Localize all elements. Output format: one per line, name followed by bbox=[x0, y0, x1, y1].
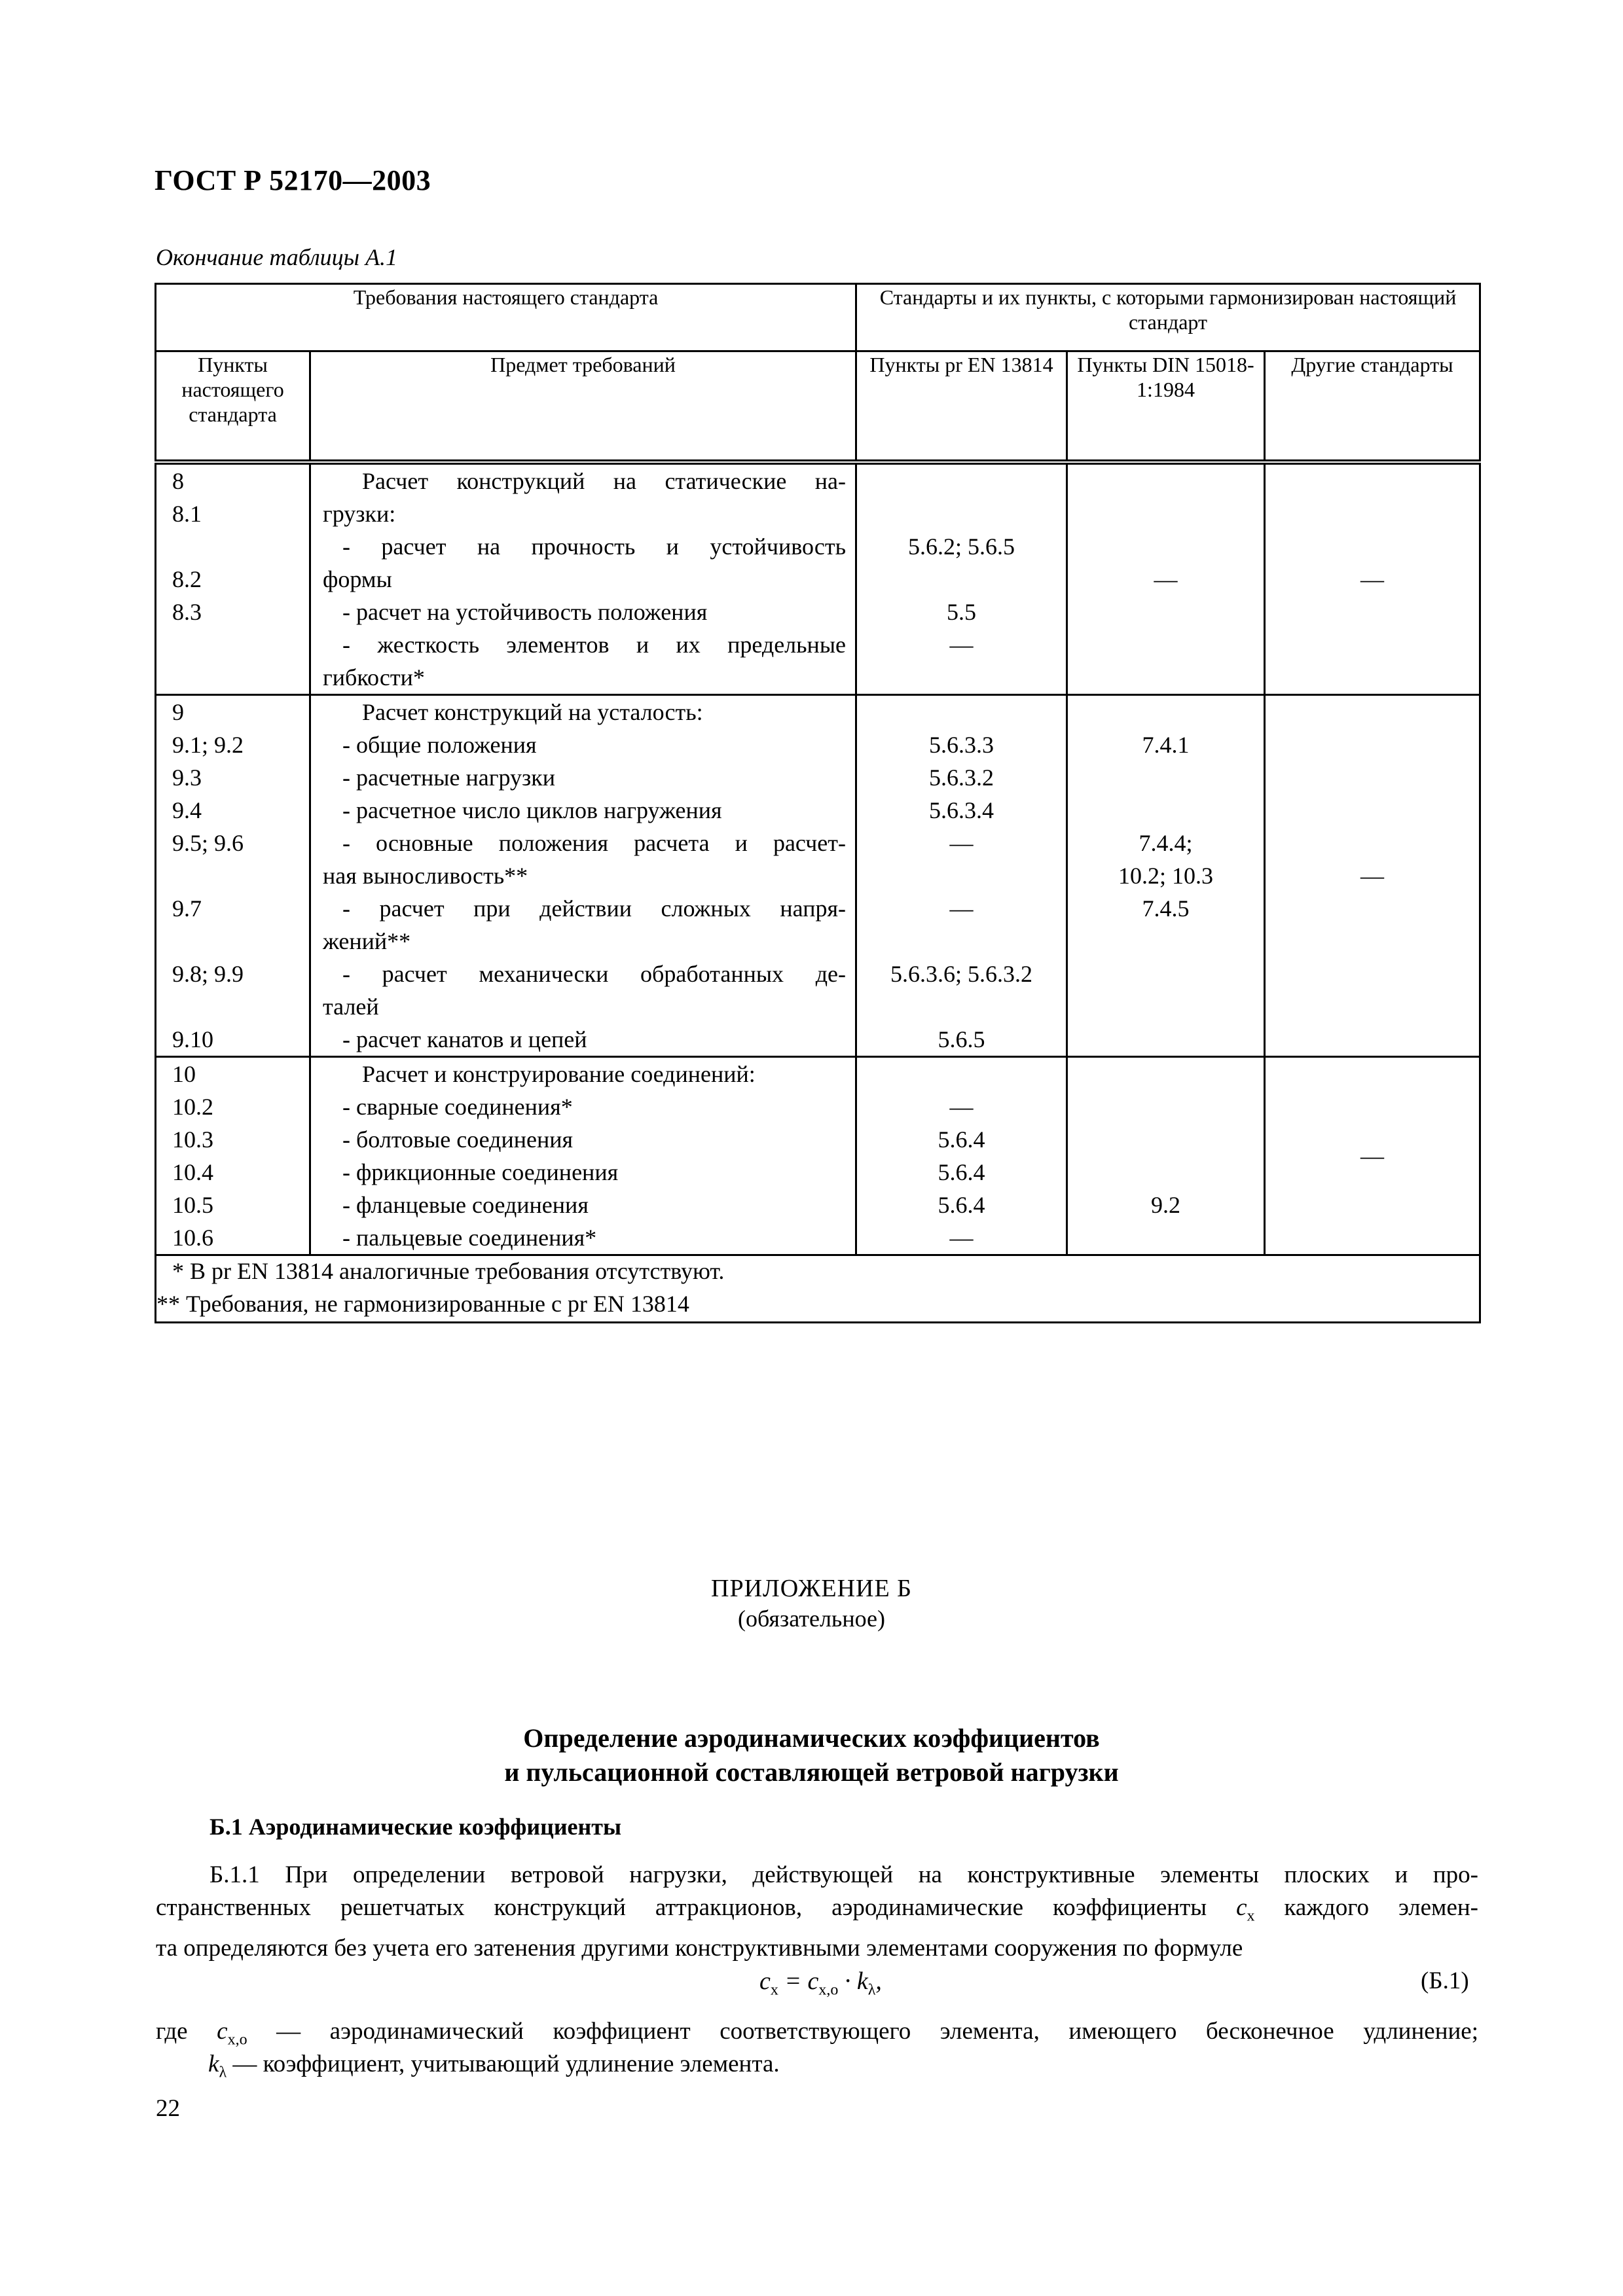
other-cell: — bbox=[1265, 695, 1480, 1057]
col-header-subject: Предмет требований bbox=[310, 351, 856, 463]
appendix-title: ПРИЛОЖЕНИЕ Б bbox=[711, 1575, 912, 1602]
other-cell: — bbox=[1265, 462, 1480, 695]
other-cell: — bbox=[1265, 1057, 1480, 1255]
table-footnotes bbox=[156, 1255, 1480, 1323]
col-header-other: Другие стандарты bbox=[1265, 351, 1480, 463]
table-section bbox=[156, 462, 1480, 695]
col-header-din: Пункты DIN 15018-1:1984 bbox=[1067, 351, 1265, 463]
table-section bbox=[156, 1057, 1480, 1255]
subject-cell: Расчет конструкций на усталость: - общие положения - расчетные нагрузки - расчетное число циклов нагружения - основные положения расчета и расчет- ная выносливость** - расчет при действии сложных напря- жений** - расчет механически обработанных де- талей - расчет канатов и цепей bbox=[310, 695, 856, 1057]
where-definition: $k_\lambda$ — коэффициент, учитывающий удлинение элемента. bbox=[208, 2051, 780, 2081]
table-caption: Окончание таблицы А.1 bbox=[156, 244, 398, 270]
table-section bbox=[156, 695, 1480, 1057]
en-cell: 5.6.2; 5.6.5 5.5 — bbox=[856, 462, 1067, 695]
paragraph: Б.1.1 При определении ветровой нагрузки, действующей на конструктивные элементы плоских и про- странственных решетчатых конструкций аттракционов, аэродинамические коэффициенты $c_x$ каждого элемен- та определяются без учета его затенения другими конструктивными элементами сооружения по формуле bbox=[156, 1861, 1479, 1962]
header-right: Стандарты и их пункты, с которыми гармонизирован настоящий стандарт bbox=[856, 284, 1480, 351]
where-definition: где $c_{x,o}$ — аэродинамический коэффициент соответствующего элемента, имеющего бесконечное удлинение; bbox=[156, 2018, 1478, 2049]
col-header-en: Пункты pr EN 13814 bbox=[856, 351, 1067, 463]
subject-cell: Расчет и конструирование соединений: - сварные соединения* - болтовые соединения - фрикционные соединения - фланцевые соединения - пальцевые соединения* bbox=[310, 1057, 856, 1255]
clause-cell: 8 8.1 8.2 8.3 bbox=[156, 462, 310, 695]
section-title: Определение аэродинамических коэффициентов и пульсационной составляющей ветровой нагрузки bbox=[504, 1723, 1119, 1787]
formula: $c_x = c_{x,o} \cdot k_\lambda$, bbox=[759, 1967, 882, 1999]
col-header-clauses: Пункты настоящего стандарта bbox=[156, 351, 310, 463]
appendix-subtitle: (обязательное) bbox=[738, 1605, 885, 1632]
din-cell: 7.4.1 7.4.4; 10.2; 10.3 7.4.5 bbox=[1067, 695, 1265, 1057]
clause-cell: 10 10.2 10.3 10.4 10.5 10.6 bbox=[156, 1057, 310, 1255]
din-cell: 9.2 bbox=[1067, 1057, 1265, 1255]
requirements-table bbox=[155, 283, 1481, 1323]
formula-number: (Б.1) bbox=[1421, 1967, 1469, 1994]
footnote: ** Требования, не гармонизированные с pr EN 13814 bbox=[156, 1291, 689, 1317]
subject-cell: Расчет конструкций на статические на- грузки: - расчет на прочность и устойчивость формы - расчет на устойчивость положения - жесткость элементов и их предельные гибкости* bbox=[310, 462, 856, 695]
footnote: * В pr EN 13814 аналогичные требования отсутствуют. bbox=[172, 1258, 725, 1284]
en-cell: 5.6.3.3 5.6.3.2 5.6.3.4 — — 5.6.3.6; 5.6.3.2 5.6.5 bbox=[856, 695, 1067, 1057]
en-cell: — 5.6.4 5.6.4 5.6.4 — bbox=[856, 1057, 1067, 1255]
page-number: 22 bbox=[156, 2095, 180, 2122]
header-left: Требования настоящего стандарта bbox=[156, 284, 856, 351]
clause-cell: 9 9.1; 9.2 9.3 9.4 9.5; 9.6 9.7 9.8; 9.9 9.10 bbox=[156, 695, 310, 1057]
din-cell: — bbox=[1067, 462, 1265, 695]
subsection-heading: Б.1 Аэродинамические коэффициенты bbox=[210, 1814, 622, 1840]
document-code: ГОСТ Р 52170—2003 bbox=[155, 164, 431, 196]
